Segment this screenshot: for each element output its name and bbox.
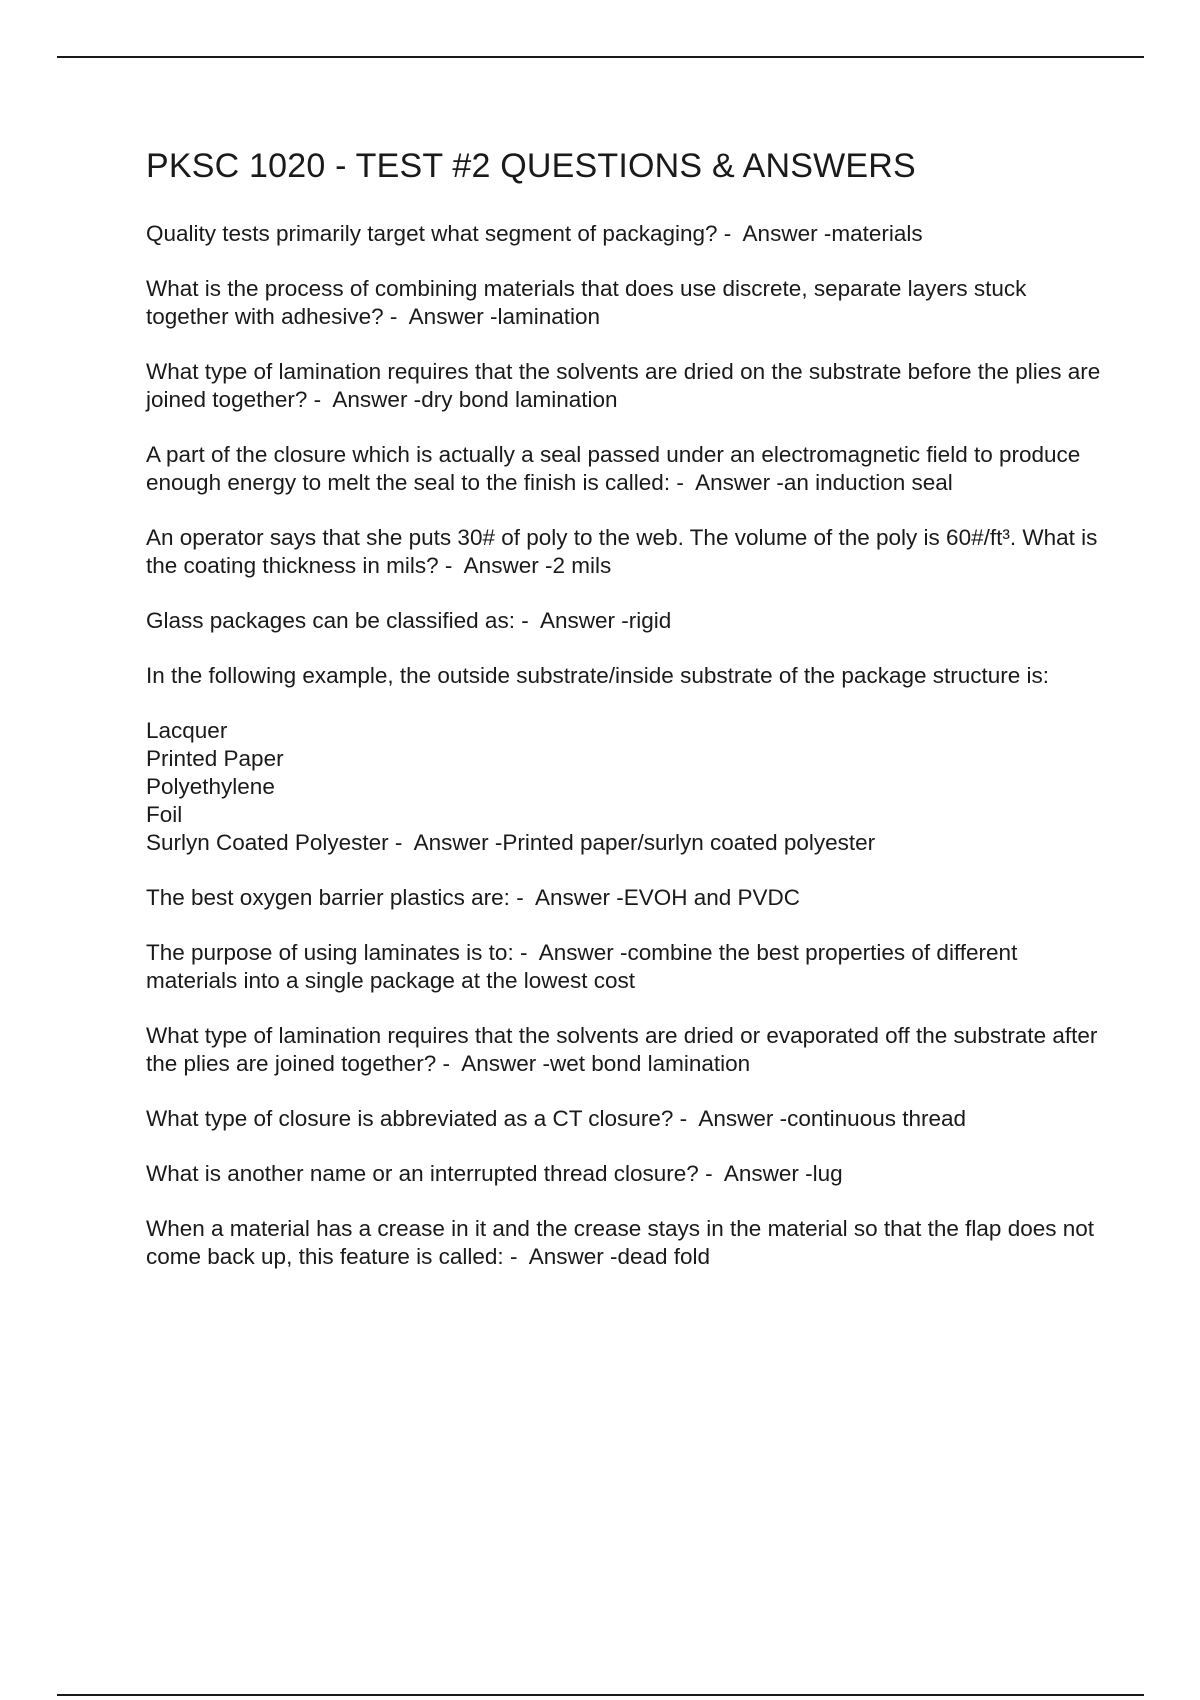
question-text: What is the process of combining materials that does use discrete, separate layers stuck together with adhesive? bbox=[146, 276, 1027, 329]
answer-label: Answer - bbox=[698, 1106, 788, 1131]
structure-layer: Polyethylene bbox=[146, 774, 275, 799]
question-text: Glass packages can be classified as: bbox=[146, 608, 515, 633]
qa-item-7-intro bbox=[146, 662, 1101, 690]
qa-item-7-list: Lacquer Printed Paper Polyethylene Foil Surlyn Coated Polyester - Answer -Printed paper/surlyn coated polyester bbox=[146, 717, 1101, 857]
answer-text: an induction seal bbox=[783, 470, 953, 495]
qa-item-5: An operator says that she puts 30# of poly to the web. The volume of the poly is 60#/ft³. What is the coating thickness in mils? - Answer -2 mils bbox=[146, 525, 1098, 578]
qa-item-2: What is the process of combining materials that does use discrete, separate layers stuck together with adhesive? - Answer -lamination bbox=[146, 276, 1027, 329]
answer-label: Answer - bbox=[695, 470, 784, 495]
answer-text: lug bbox=[812, 1161, 843, 1186]
bottom-rule bbox=[57, 1694, 1144, 1696]
answer-label: Answer - bbox=[408, 304, 498, 329]
answer-text: EVOH and PVDC bbox=[623, 885, 801, 910]
qa-item-4: A part of the closure which is actually a seal passed under an electromagnetic field to produce enough energy to melt the seal to the finish is called: - Answer -an induction seal bbox=[146, 442, 1081, 495]
answer-text: dead fold bbox=[617, 1244, 711, 1269]
top-rule bbox=[57, 56, 1144, 58]
question-text: What type of lamination requires that the solvents are dried or evaporated off the substrate after the plies are joined together? bbox=[146, 1023, 1098, 1076]
answer-text: continuous thread bbox=[787, 1106, 967, 1131]
structure-layer: Foil bbox=[146, 802, 183, 827]
question-text: The best oxygen barrier plastics are: bbox=[146, 885, 510, 910]
question-text: The purpose of using laminates is to: bbox=[146, 940, 514, 965]
qa-item-6: Glass packages can be classified as: - Answer -rigid bbox=[146, 608, 672, 633]
answer-text: dry bond lamination bbox=[421, 387, 618, 412]
answer-label: Answer - bbox=[413, 830, 503, 855]
question-text: A part of the closure which is actually a seal passed under an electromagnetic field to produce enough energy to melt the seal to the finish is called: bbox=[146, 442, 1081, 495]
answer-label: Answer - bbox=[534, 885, 624, 910]
question-text: In the following example, the outside substrate/inside substrate of the package structure is: bbox=[146, 663, 1050, 688]
answer-text: lamination bbox=[497, 304, 601, 329]
question-text: Quality tests primarily target what segment of packaging? bbox=[146, 221, 718, 246]
answer-label: Answer - bbox=[332, 387, 422, 412]
answer-label: Answer - bbox=[723, 1161, 813, 1186]
answer-label: Answer - bbox=[528, 1244, 618, 1269]
question-text: An operator says that she puts 30# of poly to the web. The volume of the poly is 60#/ft³. What is the coating thickness in mils? bbox=[146, 525, 1098, 578]
answer-label: Answer - bbox=[539, 608, 629, 633]
qa-item-1: Quality tests primarily target what segment of packaging? - Answer -materials bbox=[146, 221, 923, 246]
document-title: PKSC 1020 - TEST #2 QUESTIONS & ANSWERS bbox=[146, 147, 916, 185]
qa-item-10: What type of lamination requires that the solvents are dried or evaporated off the substrate after the plies are joined together? - Answer -wet bond lamination bbox=[146, 1023, 1098, 1076]
answer-label: Answer - bbox=[538, 940, 628, 965]
answer-text: wet bond lamination bbox=[550, 1051, 751, 1076]
answer-text: combine the best properties of different materials into a single package at the lowest cost bbox=[146, 940, 1018, 993]
qa-item-12: What is another name or an interrupted thread closure? - Answer -lug bbox=[146, 1161, 843, 1186]
answer-label: Answer - bbox=[461, 1051, 551, 1076]
answer-text: rigid bbox=[628, 608, 672, 633]
structure-layer: Surlyn Coated Polyester bbox=[146, 830, 389, 855]
qa-item-13: When a material has a crease in it and the crease stays in the material so that the flap does not come back up, this feature is called: - Answer -dead fold bbox=[146, 1216, 1095, 1269]
document-body bbox=[146, 142, 1101, 1298]
question-text: What is another name or an interrupted thread closure? bbox=[146, 1161, 699, 1186]
structure-layer: Lacquer bbox=[146, 718, 228, 743]
question-text: When a material has a crease in it and the crease stays in the material so that the flap does not come back up, this feature is called: bbox=[146, 1216, 1095, 1269]
qa-item-11: What type of closure is abbreviated as a CT closure? - Answer -continuous thread bbox=[146, 1106, 967, 1131]
answer-text: materials bbox=[831, 221, 923, 246]
qa-item-8: The best oxygen barrier plastics are: - Answer -EVOH and PVDC bbox=[146, 885, 801, 910]
qa-item-9: The purpose of using laminates is to: - Answer -combine the best properties of different materials into a single package at the lowest cost bbox=[146, 940, 1018, 993]
qa-item-3: What type of lamination requires that the solvents are dried on the substrate before the plies are joined together? - Answer -dry bond lamination bbox=[146, 359, 1101, 412]
question-text: What type of lamination requires that the solvents are dried on the substrate before the plies are joined together? bbox=[146, 359, 1101, 412]
answer-label: Answer - bbox=[742, 221, 832, 246]
answer-text: 2 mils bbox=[552, 553, 612, 578]
answer-label: Answer - bbox=[463, 553, 553, 578]
question-text: What type of closure is abbreviated as a CT closure? bbox=[146, 1106, 674, 1131]
answer-text: Printed paper/surlyn coated polyester bbox=[502, 830, 876, 855]
structure-layer: Printed Paper bbox=[146, 746, 284, 771]
